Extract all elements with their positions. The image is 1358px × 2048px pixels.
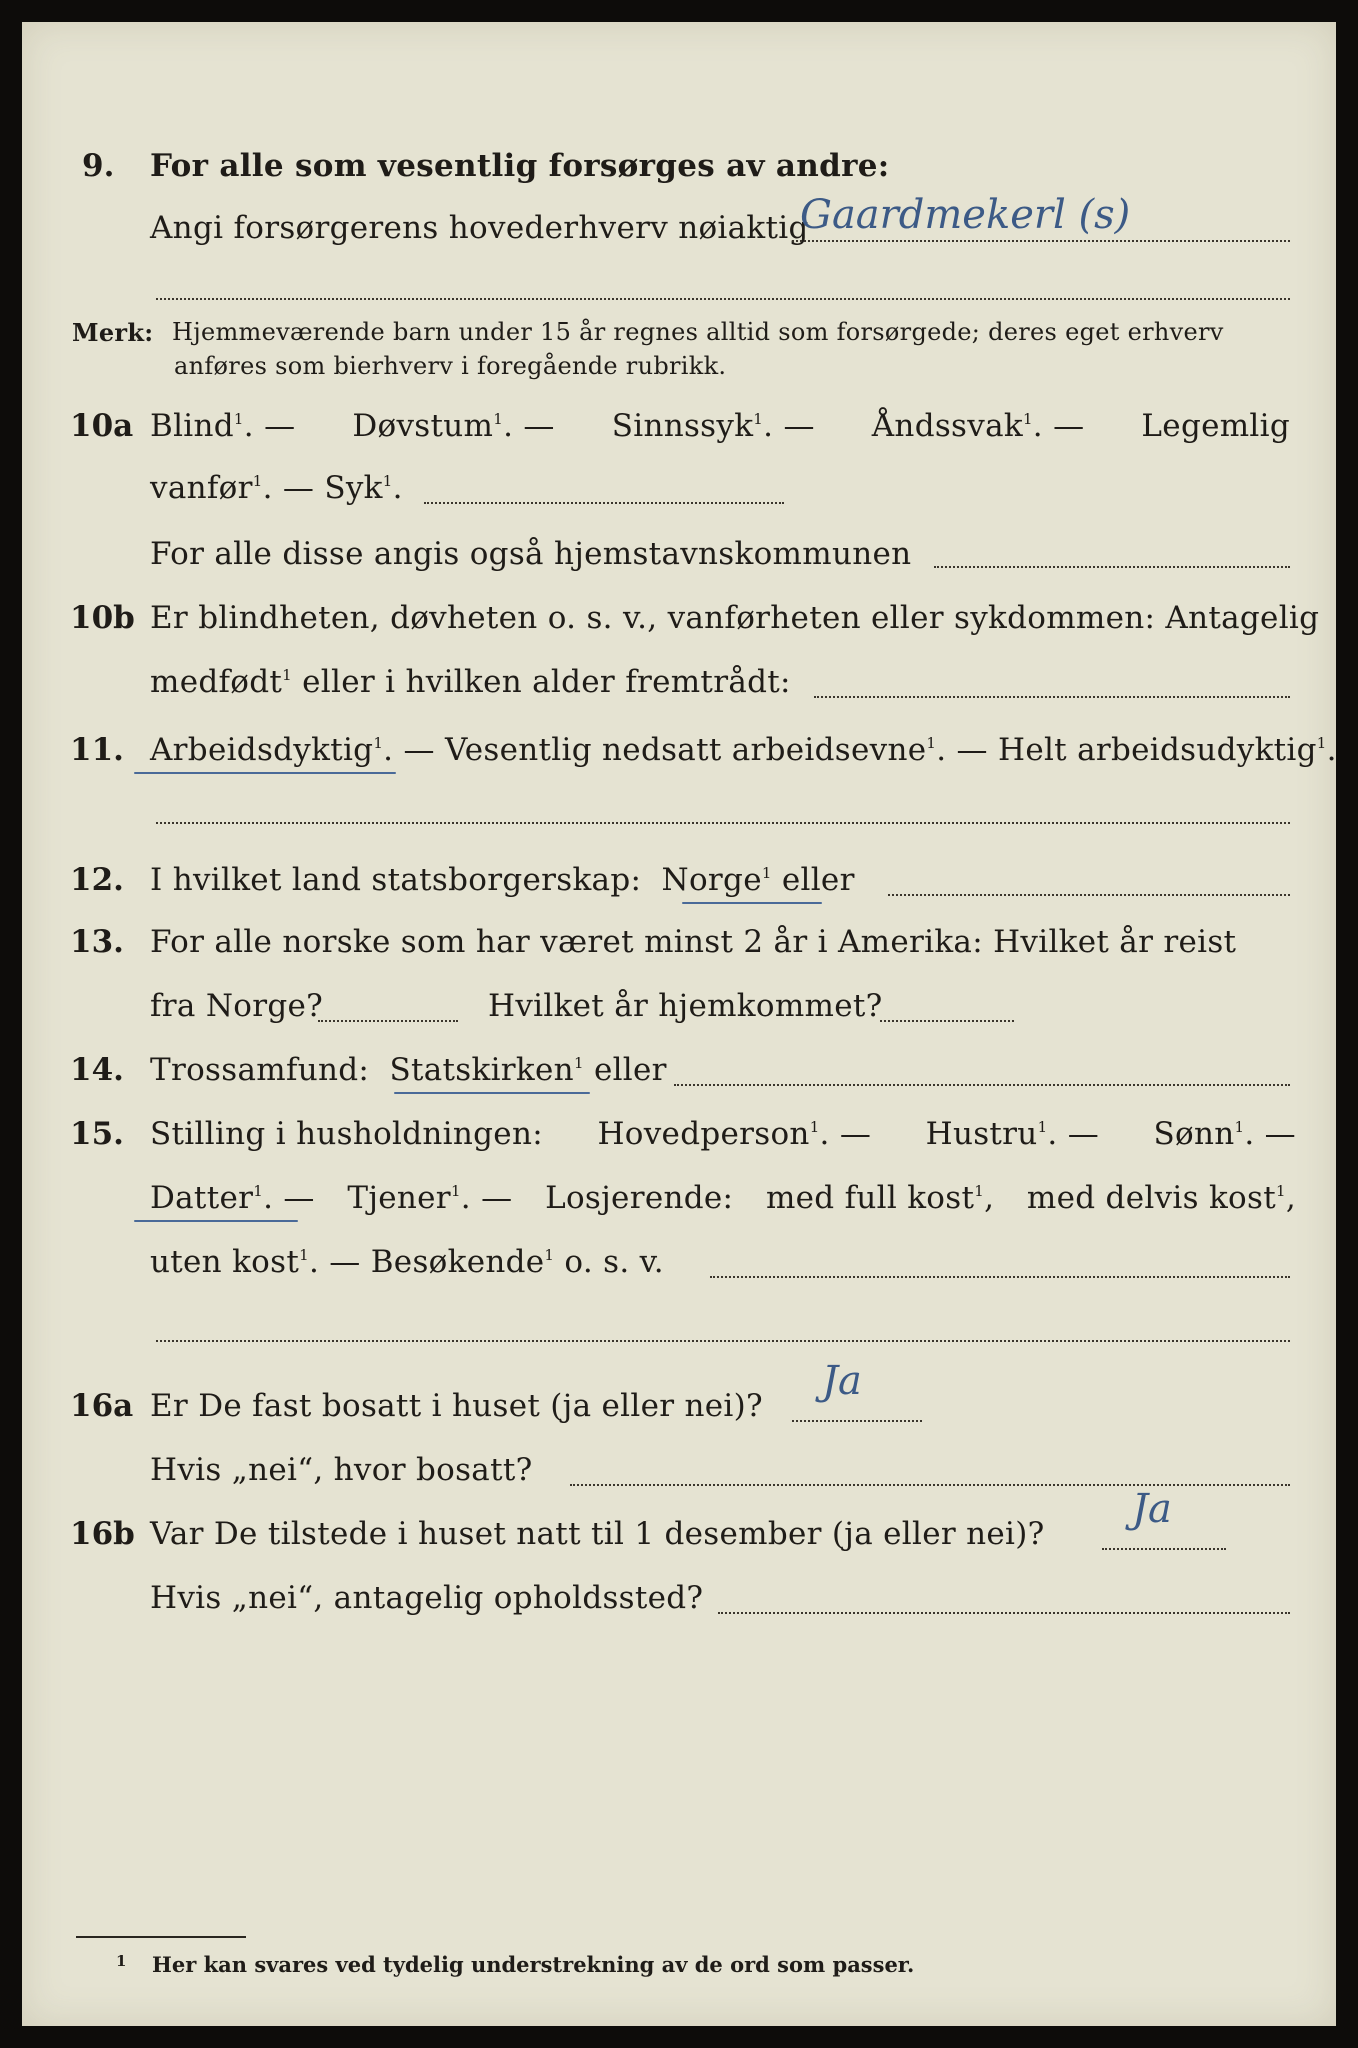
q10b-answer-line <box>814 696 1290 698</box>
q11-line: Arbeidsdyktig$^1$. — Vesentlig nedsatt arbeidsevne$^1$. — Helt arbeidsudyktig$^1$. <box>150 732 1337 768</box>
q16b-line1: Var De tilstede i huset natt til 1 desember (ja eller nei)? <box>150 1516 1045 1552</box>
footnote-text: Her kan svares ved tydelig understrekning av de ord som passer. <box>152 1952 915 1977</box>
q15-line2: Datter$^1$. — Tjener$^1$. — Losjerende: med full kost$^1$, med delvis kost$^1$, <box>150 1180 1296 1216</box>
merk-line2: anføres som bierhverv i foregående rubrikk. <box>174 352 727 380</box>
q9-line1: For alle som vesentlig forsørges av andre: <box>150 148 890 184</box>
q12-number: 12. <box>70 862 124 898</box>
q16a-number: 16a <box>70 1388 134 1424</box>
q11-extra-line <box>156 822 1290 824</box>
q12-line: I hvilket land statsborgerskap: Norge$^1$ eller <box>150 862 855 898</box>
q13-hjemkommet-line <box>880 1020 1014 1022</box>
q11-handwritten-underline <box>134 772 396 774</box>
q10a-syk-line <box>424 502 784 504</box>
q16a-bosatt-line <box>570 1484 1290 1486</box>
q10a-line1 <box>150 408 1290 444</box>
q14-opt: Statskirken <box>389 1052 574 1088</box>
opt-andssvak: Åndssvak$^1$. — <box>871 408 1085 444</box>
footnote-mark: 1 <box>116 1952 127 1970</box>
q15-line3: uten kost$^1$. — Besøkende$^1$ o. s. v. <box>150 1244 664 1280</box>
q9-number: 9. <box>82 148 115 184</box>
q14-answer-line <box>674 1084 1290 1086</box>
q12-answer-line <box>888 894 1290 896</box>
q16b-answer-line <box>1102 1548 1226 1550</box>
q10a-line3: For alle disse angis også hjemstavnskommunen <box>150 536 912 572</box>
q16a-handwritten-answer: Ja <box>822 1358 862 1404</box>
merk-label: Merk: <box>72 318 154 347</box>
q10a-line2: vanfør$^1$. — Syk$^1$. <box>150 470 403 506</box>
q14-line: Trossamfund: Statskirken$^1$ eller <box>150 1052 667 1088</box>
q9-answer-line <box>792 240 1290 242</box>
q9-handwritten-answer: Gaardmekerl (s) <box>800 192 1131 238</box>
q13-line1: For alle norske som har været minst 2 år i Amerika: Hvilket år reist <box>150 924 1237 960</box>
q16a-line1: Er De fast bosatt i huset (ja eller nei)? <box>150 1388 763 1424</box>
opt-hovedperson: Hovedperson$^1$. — <box>597 1116 872 1152</box>
merk-line1: Hjemmeværende barn under 15 år regnes alltid som forsørgede; deres eget erhverv <box>172 318 1224 346</box>
q16b-line2: Hvis „nei“, antagelig opholdssted? <box>150 1580 704 1616</box>
q9-line2: Angi forsørgerens hovederhverv nøiaktig <box>150 210 809 246</box>
q15-answer-line <box>710 1276 1290 1278</box>
q16b-opphold-line <box>718 1612 1290 1614</box>
q15-number: 15. <box>70 1116 124 1152</box>
q16a-line2: Hvis „nei“, hvor bosatt? <box>150 1452 533 1488</box>
q15-handwritten-underline <box>134 1220 298 1222</box>
q15-line1: Stilling i husholdningen: Hovedperson$^1$. — Hustru$^1$. — Sønn$^1$. — <box>150 1116 1296 1152</box>
q10b-number: 10b <box>70 600 135 636</box>
q14-number: 14. <box>70 1052 124 1088</box>
opt-sonn: Sønn$^1$. — <box>1153 1116 1296 1152</box>
opt-sinnssyk: Sinnssyk$^1$. — <box>611 408 815 444</box>
opt-blind: Blind$^1$. — <box>150 408 296 444</box>
footnote-rule <box>76 1936 246 1938</box>
q16b-number: 16b <box>70 1516 135 1552</box>
q10b-line2: medfødt$^1$ eller i hvilken alder fremtrådt: <box>150 664 791 700</box>
q11-opt1: Arbeidsdyktig <box>150 732 374 768</box>
q10a-kommune-line <box>934 566 1290 568</box>
q13-line2a: fra Norge? <box>150 988 324 1024</box>
q12-handwritten-underline <box>682 902 822 904</box>
opt-hustru: Hustru$^1$. — <box>925 1116 1100 1152</box>
q16a-answer-line <box>792 1420 922 1422</box>
q15-extra-line <box>156 1340 1290 1342</box>
q9-extra-line <box>156 298 1290 300</box>
q16b-handwritten-answer: Ja <box>1132 1486 1172 1532</box>
q15-opt-datter: Datter$^1$. — <box>150 1180 315 1216</box>
q12-opt: Norge <box>661 862 762 898</box>
q13-reist-line <box>318 1020 458 1022</box>
census-form-page <box>22 22 1336 2026</box>
opt-legemlig: Legemlig <box>1141 408 1290 444</box>
q13-number: 13. <box>70 924 124 960</box>
q14-handwritten-underline <box>394 1092 590 1094</box>
q13-line2b: Hvilket år hjemkommet? <box>488 988 883 1024</box>
q11-number: 11. <box>70 732 124 768</box>
q10a-number: 10a <box>70 408 134 444</box>
opt-dovstum: Døvstum$^1$. — <box>352 408 555 444</box>
q10b-line1: Er blindheten, døvheten o. s. v., vanførheten eller sykdommen: Antagelig <box>150 600 1320 636</box>
